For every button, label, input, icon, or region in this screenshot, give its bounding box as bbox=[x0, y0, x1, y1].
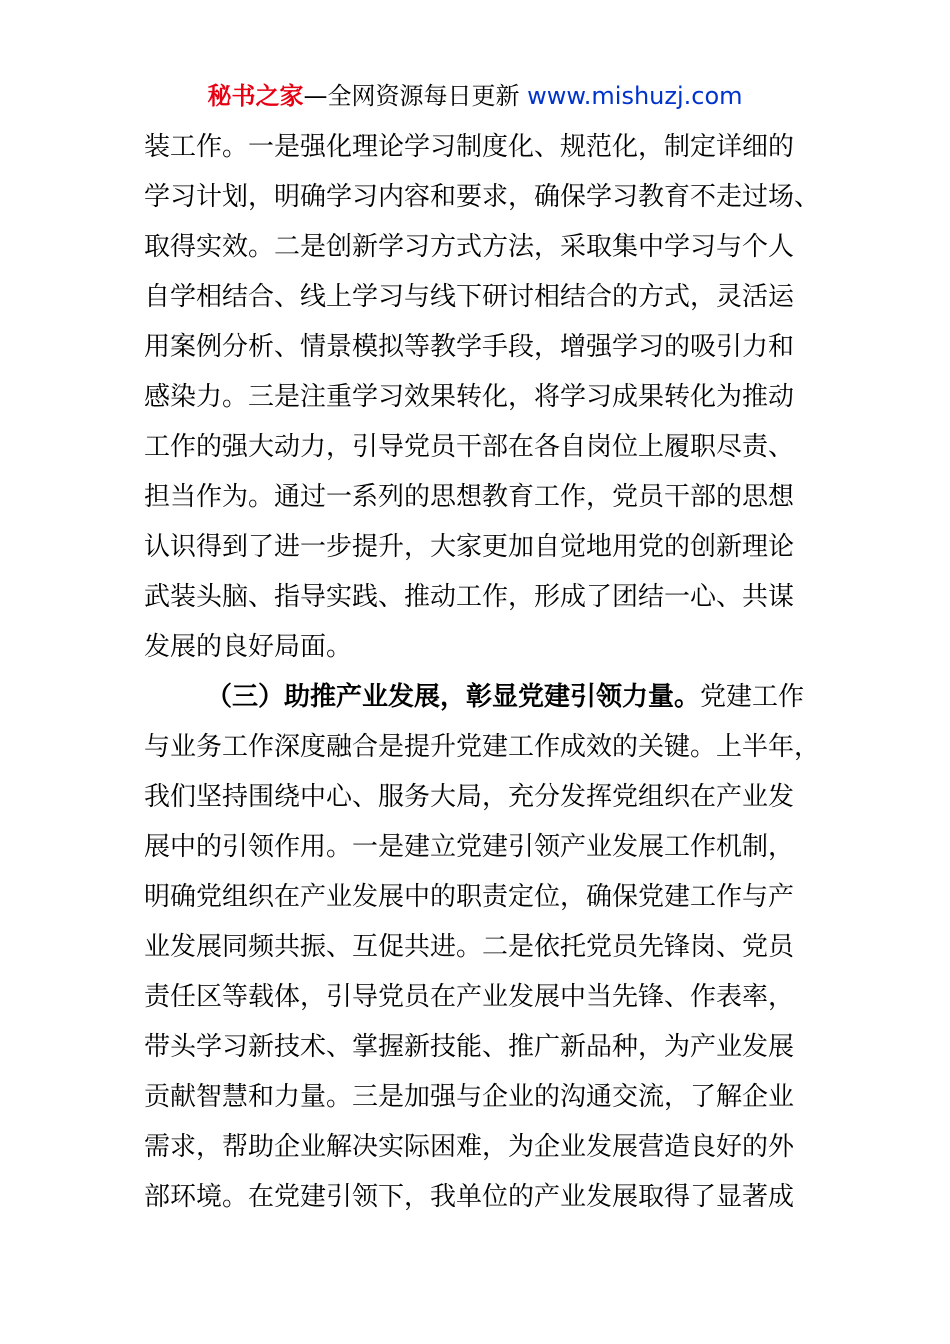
text-line: 感染力。三是注重学习效果转化，将学习成果转化为推动 bbox=[144, 382, 795, 412]
text-line: 装工作。一是强化理论学习制度化、规范化，制定详细的 bbox=[144, 132, 795, 162]
text-line: 认识得到了进一步提升，大家更加自觉地用党的创新理论 bbox=[144, 532, 795, 562]
site-tagline: —全网资源每日更新 bbox=[303, 82, 528, 110]
section-heading: （三）助推产业发展，彰显党建引领力量。 bbox=[206, 682, 701, 712]
document-body bbox=[144, 122, 824, 1222]
site-header bbox=[0, 80, 950, 112]
text-line: 担当作为。通过一系列的思想教育工作，党员干部的思想 bbox=[144, 482, 795, 512]
text-line: 我们坚持围绕中心、服务大局，充分发挥党组织在产业发 bbox=[144, 782, 795, 812]
site-url-link[interactable]: www.mishuzj.com bbox=[527, 82, 743, 110]
text-line: 部环境。在党建引领下，我单位的产业发展取得了显著成 bbox=[144, 1182, 795, 1212]
text-line: 发展的良好局面。 bbox=[144, 632, 353, 662]
text-line: 学习计划，明确学习内容和要求，确保学习教育不走过场、 bbox=[144, 182, 821, 212]
text-line: 业发展同频共振、互促共进。二是依托党员先锋岗、党员 bbox=[144, 932, 795, 962]
section-heading-rest: 党建工作 bbox=[700, 682, 805, 712]
text-line: 工作的强大动力，引导党员干部在各自岗位上履职尽责、 bbox=[144, 432, 795, 462]
text-line: 与业务工作深度融合是提升党建工作成效的关键。上半年， bbox=[144, 732, 821, 762]
text-line: 用案例分析、情景模拟等教学手段，增强学习的吸引力和 bbox=[144, 332, 795, 362]
text-line: 取得实效。二是创新学习方式方法，采取集中学习与个人 bbox=[144, 232, 795, 262]
text-line: 责任区等载体，引导党员在产业发展中当先锋、作表率， bbox=[144, 982, 795, 1012]
section-heading-line bbox=[144, 672, 824, 722]
text-line: 带头学习新技术、掌握新技能、推广新品种，为产业发展 bbox=[144, 1032, 795, 1062]
text-line: 需求，帮助企业解决实际困难，为企业发展营造良好的外 bbox=[144, 1132, 795, 1162]
text-line: 贡献智慧和力量。三是加强与企业的沟通交流，了解企业 bbox=[144, 1082, 795, 1112]
site-brand: 秘书之家 bbox=[207, 82, 304, 110]
text-line: 展中的引领作用。一是建立党建引领产业发展工作机制， bbox=[144, 832, 795, 862]
text-line: 武装头脑、指导实践、推动工作，形成了团结一心、共谋 bbox=[144, 582, 795, 612]
text-line: 明确党组织在产业发展中的职责定位，确保党建工作与产 bbox=[144, 882, 795, 912]
text-line: 自学相结合、线上学习与线下研讨相结合的方式，灵活运 bbox=[144, 282, 795, 312]
